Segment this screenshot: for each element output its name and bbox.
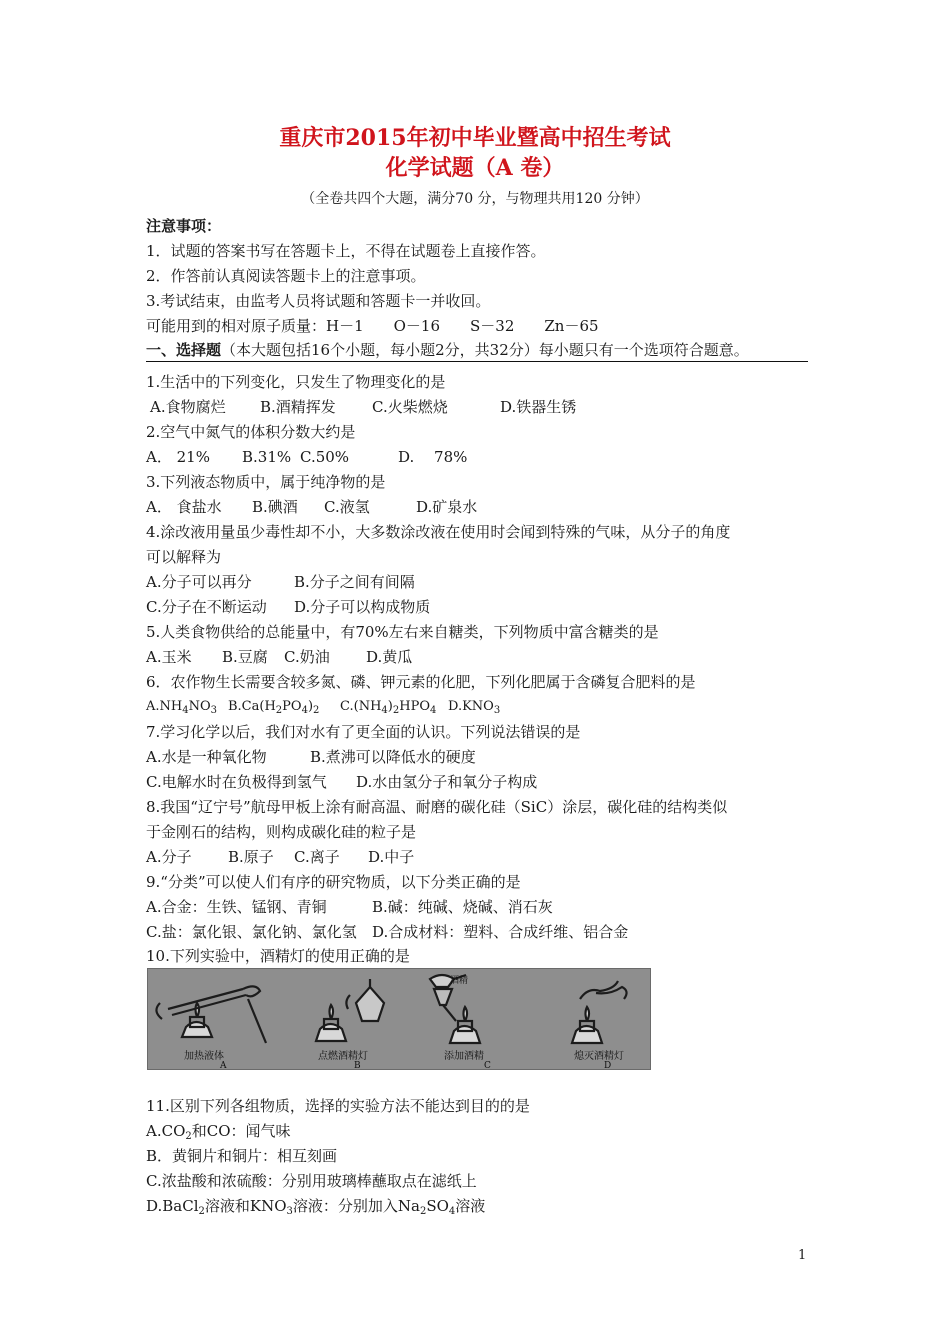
panel-a-letter: A xyxy=(220,1061,227,1069)
notice-item: 2．作答前认真阅读答题卡上的注意事项。 xyxy=(146,267,426,285)
option-c: C.奶油 xyxy=(284,648,330,666)
section-heading xyxy=(146,340,808,362)
question-options xyxy=(146,772,537,792)
panel-c-label: 添加酒精 xyxy=(444,1051,484,1062)
option-d: $D.KNO_3$ xyxy=(448,699,501,716)
notice-item: 3.考试结束，由监考人员将试题和答题卡一并收回。 xyxy=(146,292,491,310)
option-a: A.合金：生铁、锰钢、青铜 xyxy=(146,898,327,916)
exam-title: 重庆市2015年初中毕业暨高中招生考试 xyxy=(279,125,671,151)
question-stem: 7.学习化学以后，我们对水有了更全面的认识。下列说法错误的是 xyxy=(146,723,581,741)
option-d: D.黄瓜 xyxy=(366,648,413,666)
option-a: $A.CO_2$和CO：闻气味 xyxy=(146,1122,291,1142)
option-c: $C.(NH_4)_2HPO_4$ xyxy=(340,699,437,716)
question-options xyxy=(146,697,500,717)
option-b: $B.Ca(H_2PO_4)_2$ xyxy=(228,699,320,716)
option-b: B.碱：纯碱、烧碱、消石灰 xyxy=(372,898,553,916)
option-d: D.铁器生锈 xyxy=(500,398,577,416)
panel-a xyxy=(156,986,266,1043)
option-a: A.水是一种氧化物 xyxy=(146,748,267,766)
alcohol-lamp-diagram xyxy=(148,969,650,1069)
section-description: （本大题包括16个小题，每小题2分，共32分）每小题只有一个选项符合题意。 xyxy=(221,341,749,359)
question-stem: 6．农作物生长需要含较多氮、磷、钾元素的化肥，下列化肥属于含磷复合肥料的是 xyxy=(146,673,696,691)
question-options xyxy=(146,597,430,617)
question-stem-continued: 于金刚石的结构，则构成碳化硅的粒子是 xyxy=(146,823,417,841)
option-a: $A.NH_4NO_3$ xyxy=(146,699,218,716)
option-b: B.豆腐 xyxy=(222,648,268,666)
option-c: C.液氢 xyxy=(324,498,370,516)
question-options xyxy=(146,897,553,917)
notice-item: 1．试题的答案书写在答题卡上，不得在试题卷上直接作答。 xyxy=(146,242,546,260)
option-d: D. 78% xyxy=(398,448,468,466)
question-stem: 8.我国“辽宁号”航母甲板上涂有耐高温、耐磨的碳化硅（SiC）涂层，碳化硅的结构类似 xyxy=(146,798,728,816)
page-number: 1 xyxy=(798,1248,807,1263)
question-options xyxy=(146,497,477,517)
option-d: D.中子 xyxy=(368,848,415,866)
option-a: A.食物腐烂 xyxy=(150,398,226,416)
panel-a-label: 加热液体 xyxy=(184,1051,224,1062)
question-options xyxy=(146,647,412,667)
question-options xyxy=(150,397,576,417)
alcohol-lamp-figure xyxy=(147,968,651,1070)
question-options xyxy=(146,447,467,467)
option-d: D.分子可以构成物质 xyxy=(294,598,431,616)
option-b: B.碘酒 xyxy=(252,498,298,516)
question-stem: 5.人类食物供给的总能量中，有70%左右来自糖类，下列物质中富含糖类的是 xyxy=(146,623,659,641)
option-a: A.分子可以再分 xyxy=(146,573,252,591)
question-options xyxy=(146,922,628,942)
option-b: B.煮沸可以降低水的硬度 xyxy=(310,748,476,766)
question-options xyxy=(146,572,415,592)
option-a: A.分子 xyxy=(146,848,192,866)
question-stem: 1.生活中的下列变化，只发生了物理变化的是 xyxy=(146,373,446,391)
option-c: C.离子 xyxy=(294,848,340,866)
question-stem: 9.“分类”可以使人们有序的研究物质，以下分类正确的是 xyxy=(146,873,521,891)
exam-subtitle: （全卷共四个大题，满分70 分，与物理共用120 分钟） xyxy=(301,191,649,207)
option-d: D.合成材料：塑料、合成纤维、铝合金 xyxy=(372,923,629,941)
option-c: C.浓盐酸和浓硫酸：分别用玻璃棒蘸取点在滤纸上 xyxy=(146,1172,477,1190)
panel-c-alcohol-label: 酒精 xyxy=(450,976,469,986)
section-title: 一、选择题 xyxy=(146,341,222,359)
option-b: B.酒精挥发 xyxy=(260,398,336,416)
exam-subject-title: 化学试题（A 卷） xyxy=(385,155,565,181)
option-d: D.水由氢分子和氧分子构成 xyxy=(356,773,538,791)
question-options xyxy=(146,747,476,767)
option-b: B.原子 xyxy=(228,848,274,866)
panel-c-letter: C xyxy=(484,1061,491,1069)
panel-d xyxy=(572,981,627,1043)
panel-b xyxy=(316,979,384,1041)
option-c: C.分子在不断运动 xyxy=(146,598,267,616)
option-a: A.玉米 xyxy=(146,648,192,666)
option-c: C.50% xyxy=(300,448,350,466)
panel-b-letter: B xyxy=(354,1061,361,1069)
option-b: B.分子之间有间隔 xyxy=(294,573,415,591)
panel-b-label: 点燃酒精灯 xyxy=(318,1051,368,1062)
panel-d-letter: D xyxy=(604,1061,612,1069)
option-d: D.BaCl$_2$溶液和$KNO_3$溶液：分别加入$Na_2SO_4$溶液 xyxy=(146,1197,486,1217)
option-c: C.盐：氯化银、氯化钠、氯化氢 xyxy=(146,923,357,941)
option-d: D.矿泉水 xyxy=(416,498,478,516)
option-b: B.31% xyxy=(242,448,292,466)
option-a: A． 21% xyxy=(146,448,210,466)
notice-heading: 注意事项： xyxy=(146,217,222,235)
option-c: C.电解水时在负极得到氢气 xyxy=(146,773,327,791)
question-stem: 11.区别下列各组物质，选择的实验方法不能达到目的的是 xyxy=(146,1097,530,1115)
question-stem: 2.空气中氮气的体积分数大约是 xyxy=(146,423,356,441)
question-stem: 4.涂改液用量虽少毒性却不小，大多数涂改液在使用时会闻到特殊的气味，从分子的角度 xyxy=(146,523,731,541)
option-b: B．黄铜片和铜片：相互刻画 xyxy=(146,1147,338,1165)
panel-d-label: 熄灭酒精灯 xyxy=(574,1051,624,1062)
option-a: A． 食盐水 xyxy=(146,498,222,516)
question-stem: 10.下列实验中，酒精灯的使用正确的是 xyxy=(146,947,410,965)
question-options xyxy=(146,847,414,867)
question-stem: 3.下列液态物质中，属于纯净物的是 xyxy=(146,473,386,491)
atomic-mass-line: 可能用到的相对原子质量：H－1 O－16 S－32 Zn－65 xyxy=(146,317,599,335)
option-c: C.火柴燃烧 xyxy=(372,398,448,416)
question-stem-continued: 可以解释为 xyxy=(146,548,222,566)
